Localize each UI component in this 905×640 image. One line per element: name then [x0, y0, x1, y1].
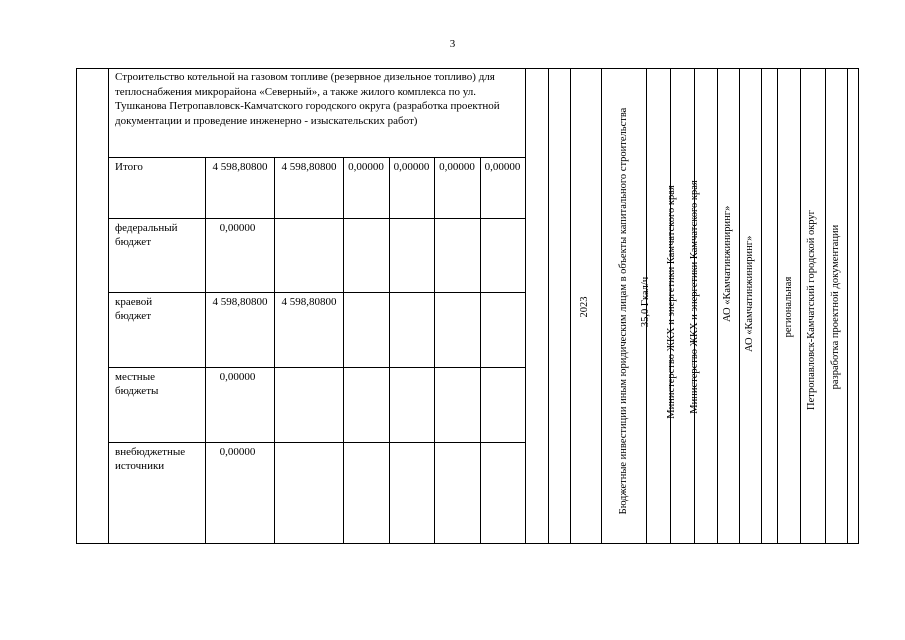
grid-line: [570, 68, 571, 544]
org-text: АО «Камчатинжиниринг»: [744, 235, 755, 352]
grid-line: [825, 68, 826, 544]
grid-line: [108, 218, 525, 219]
doc-status-text: разработка проектной документации: [830, 224, 841, 390]
cell-value: 4 598,80800: [281, 296, 337, 308]
cell-value: 4 598,80800: [212, 161, 268, 173]
row-label: Итого: [115, 161, 143, 173]
ministry-text: Министерство ЖКХ и энергетики Камчатского края: [666, 185, 677, 419]
year-text: 2023: [579, 296, 590, 318]
grid-line: [108, 292, 525, 293]
ministry-text: Министерство ЖКХ и энергетики Камчатского края: [689, 180, 700, 414]
cell-value: 0,00000: [219, 446, 256, 458]
grid-line: [761, 68, 762, 544]
grid-line: [800, 68, 801, 544]
municipality-text: Петропавловск-Камчатский городской округ: [806, 210, 817, 410]
row-label: краевой бюджет: [115, 296, 153, 322]
grid-line: [108, 367, 525, 368]
org-text: АО «Камчатинжиниринг»: [722, 205, 733, 322]
grid-line: [274, 157, 275, 544]
cell-value: 0,00000: [393, 161, 430, 173]
cell-value: 0,00000: [348, 161, 384, 173]
grid-line: [108, 442, 525, 443]
cell-value: 0,00000: [439, 161, 475, 173]
grid-line: [108, 68, 109, 544]
page-number: 3: [449, 38, 456, 50]
grid-line: [777, 68, 778, 544]
row-label: местные бюджеты: [115, 371, 159, 397]
grid-line: [434, 157, 435, 544]
project-title: Строительство котельной на газовом топливе (резервное дизельное топливо) для теплоснабжения микрорайона «Северный», а также жилого комплекса по ул. Тушканова Петропавловск-Камчатского городского округа (разработка проектной документации и проведение инженерно - изыскательских работ): [115, 71, 500, 127]
grid-line: [739, 68, 740, 544]
capacity-text: 35,0 Гкал/ч: [640, 276, 651, 328]
grid-line: [847, 68, 848, 544]
cell-value: 4 598,80800: [281, 161, 337, 173]
grid-line: [480, 157, 481, 544]
cell-value: 0,00000: [219, 371, 256, 383]
grid-line: [601, 68, 602, 544]
grid-line: [525, 68, 526, 544]
cell-value: 0,00000: [484, 161, 521, 173]
grid-line: [108, 157, 525, 158]
level-text: региональная: [783, 276, 794, 338]
grid-line: [389, 157, 390, 544]
grid-line: [717, 68, 718, 544]
cell-value: 0,00000: [219, 222, 256, 234]
grid-line: [548, 68, 549, 544]
grid-line: [343, 157, 344, 544]
grid-line: [205, 157, 206, 544]
investment-type-text: Бюджетные инвестиции иным юридическим лицам в объекты капитального строительства: [618, 107, 629, 515]
row-label: внебюджетные источники: [115, 446, 186, 472]
cell-value: 4 598,80800: [212, 296, 268, 308]
row-label: федеральный бюджет: [115, 222, 178, 248]
